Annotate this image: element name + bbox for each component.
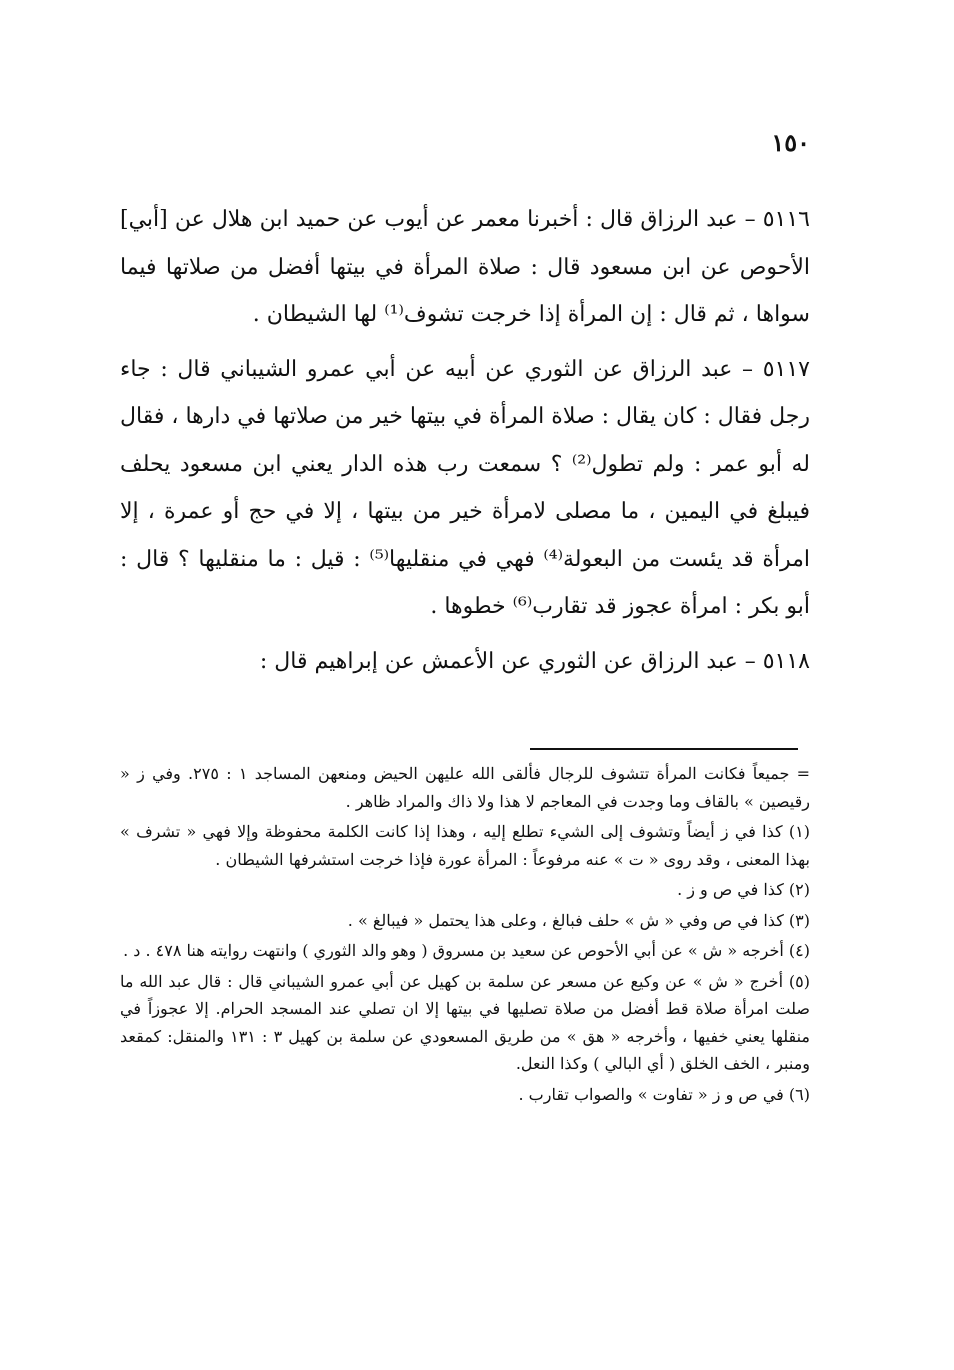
footnote-separator bbox=[530, 748, 798, 750]
footnotes bbox=[120, 760, 810, 1111]
footnote-continued: = جميعاً فكانت المرأة تتشوف للرجال فألقى الله عليهن الحيض ومنعهن المساجد ١ : ٢٧٥. وفي ز « رقيصين » بالقاف وما وجدت في المعاجم لا هذا ولا ذاك والمراد ظاهر . bbox=[120, 764, 811, 811]
footnote-1: (١) كذا في ز أيضاً وتشوف إلى الشيء تطلع إليه ، وهذا إذا كانت الكلمة محفوظة وإلا فهي « تشرف » بهذا المعنى ، وقد روى « ت » عنه مرفوعاً : المرأة عورة فإذا خرجت استشرفها الشيطان . bbox=[120, 822, 810, 869]
hadith-entry-5116: ٥١١٦ – عبد الرزاق قال : أخبرنا معمر عن أيوب عن حميد ابن هلال عن [أبي] الأحوص عن ابن مسعود قال : صلاة المرأة في بيتها أفضل من صلاتها فيما سواها ، ثم قال : إن المرأة إذا خرجت تشوف⁽¹⁾ لها الشيطان . bbox=[120, 207, 810, 327]
hadith-entry-5117: ٥١١٧ – عبد الرزاق عن الثوري عن أبيه عن أبي عمرو الشيباني قال : جاء رجل فقال : كان يقال : صلاة المرأة في بيتها خير من صلاتها في دارها ، فقال له أبو عمر : ولم تطول⁽²⁾ ؟ سمعت رب هذه الدار يعني ابن مسعود يحلف فيبلغ في اليمين ، ما مصلى لامرأة خير من بيتها ، إلا في حج أو عمرة ، إلا امرأة قد يئست من البعولة⁽⁴⁾ فهي في منقليها⁽⁵⁾ : قيل : ما منقليها ؟ قال : أبو بكر : امرأة عجوز قد تقارب⁽⁶⁾ خطوها . bbox=[120, 356, 811, 619]
footnote-3: (٣) كذا في ص وفي « ش » حلف فبالغ ، وعلى هذا يحتمل « فيبالغ » . bbox=[347, 910, 810, 930]
main-text bbox=[120, 196, 810, 692]
footnote-4: (٤) أخرجه « ش » عن أبي الأحوص عن سعيد بن مسروق ( وهو والد الثوري ) وانتهت روايته هنا ٤٧٨ . د . bbox=[123, 941, 810, 960]
page-number: ١٥٠ bbox=[771, 128, 810, 157]
footnote-5: (٥) أخرج « ش » عن وكيع عن مسعر عن سلمة بن كهيل عن أبي عمرو الشيباني قال : قال عبد الله ما صلت امرأة صلاة قط أفضل من صلاة تصليها في بيتها إلا ان تصلي عند المسجد الحرام. إلا عجوزاً في منقلها يعني خفيها ، وأخرجه « هق » من طريق المسعودي عن سلمة بن كهيل ٣ : ١٣١ والمنقل: كمقعد ومنبر ، الخف الخلق ( أي البالي ) وكذا النعل. bbox=[120, 971, 811, 1073]
hadith-entry-5118: ٥١١٨ – عبد الرزاق عن الثوري عن الأعمش عن إبراهيم قال : bbox=[259, 648, 810, 674]
footnote-6: (٦) في ص و ز « تفاوت » والصواب تقارب . bbox=[518, 1084, 810, 1104]
footnote-2: (٢) كذا في ص و ز . bbox=[677, 880, 810, 899]
